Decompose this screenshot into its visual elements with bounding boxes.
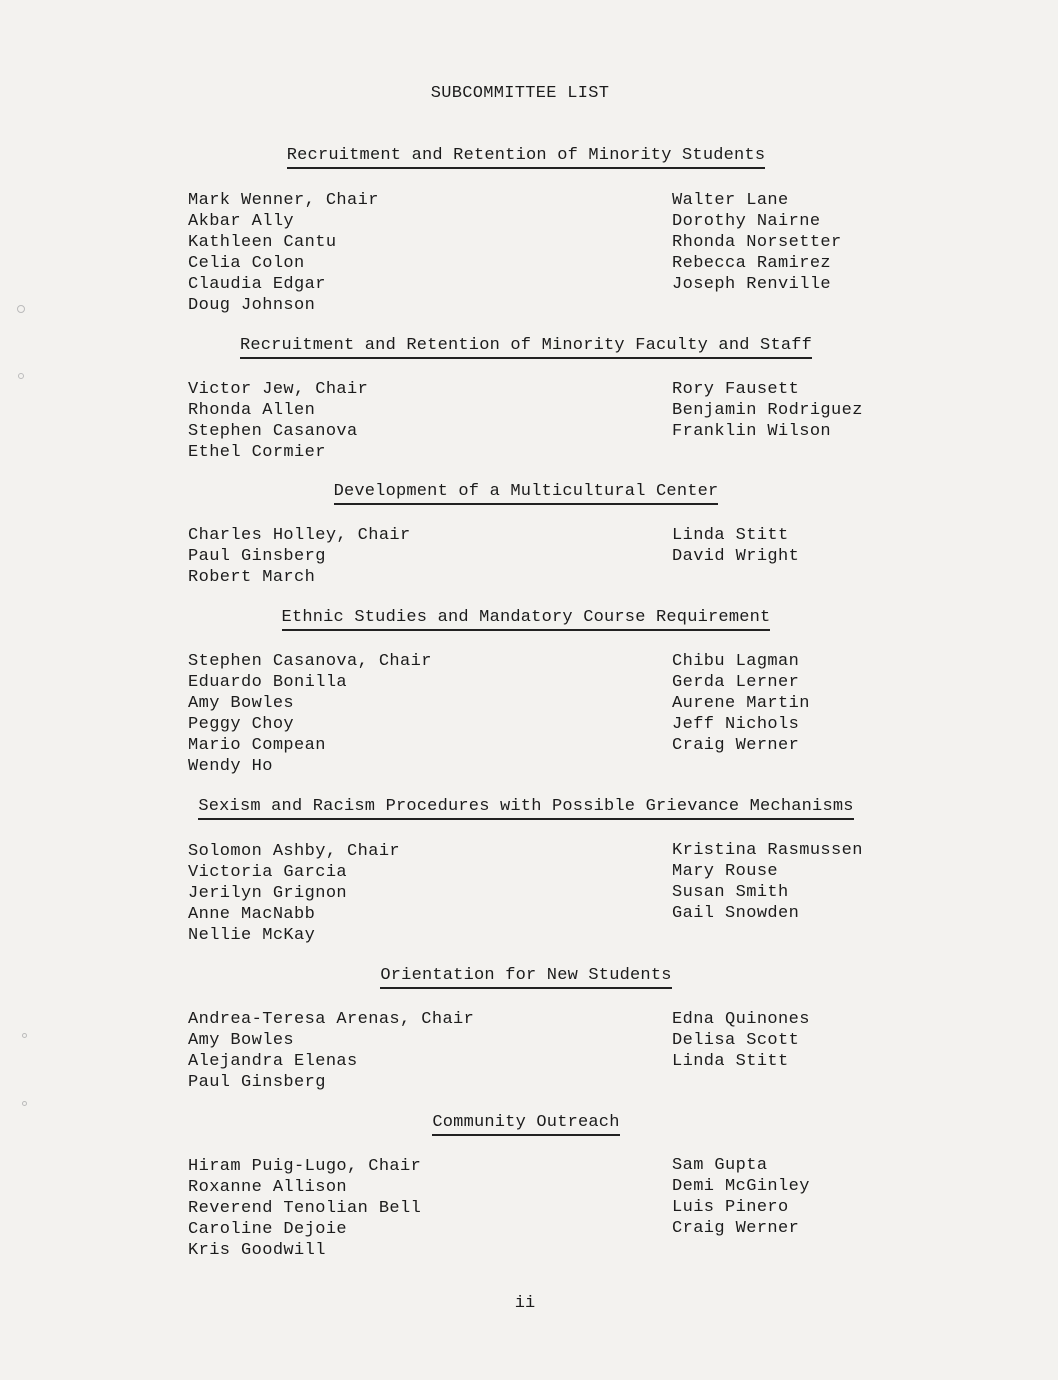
member: Franklin Wilson bbox=[672, 422, 832, 441]
member: Caroline Dejoie bbox=[188, 1220, 348, 1239]
punch-hole-mark bbox=[17, 305, 25, 313]
member: Nellie McKay bbox=[188, 926, 316, 945]
member: Aurene Martin bbox=[672, 694, 810, 713]
member: Rory Fausett bbox=[672, 380, 800, 399]
member: Alejandra Elenas bbox=[188, 1052, 358, 1071]
member-chair: Solomon Ashby, Chair bbox=[188, 842, 401, 861]
member-list-right bbox=[672, 1009, 810, 1072]
member: Amy Bowles bbox=[188, 1031, 295, 1050]
member: Roxanne Allison bbox=[188, 1178, 348, 1197]
member: Benjamin Rodriguez bbox=[672, 401, 863, 420]
member: Edna Quinones bbox=[672, 1010, 810, 1029]
member: Demi McGinley bbox=[672, 1177, 810, 1196]
member: Ethel Cormier bbox=[188, 443, 326, 462]
member-list-right bbox=[672, 840, 863, 924]
member: Jeff Nichols bbox=[672, 715, 800, 734]
member: Gerda Lerner bbox=[672, 673, 800, 692]
member: Doug Johnson bbox=[188, 296, 316, 315]
member: Victoria Garcia bbox=[188, 863, 348, 882]
section-heading: Recruitment and Retention of Minority Students bbox=[0, 146, 1052, 169]
page-title: SUBCOMMITTEE LIST bbox=[430, 84, 610, 103]
member: Anne MacNabb bbox=[188, 905, 316, 924]
member: Paul Ginsberg bbox=[188, 547, 326, 566]
member: Kristina Rasmussen bbox=[672, 841, 863, 860]
member-chair: Stephen Casanova, Chair bbox=[188, 652, 432, 671]
member: Walter Lane bbox=[672, 191, 789, 210]
member: Craig Werner bbox=[672, 736, 800, 755]
member: Kathleen Cantu bbox=[188, 233, 337, 252]
member-list-left bbox=[188, 841, 400, 946]
member: Celia Colon bbox=[188, 254, 305, 273]
section-heading: Community Outreach bbox=[0, 1113, 1052, 1136]
member-list-right bbox=[672, 651, 810, 756]
member-list-left bbox=[188, 525, 411, 588]
page-number: ii bbox=[514, 1294, 536, 1313]
member-list-right bbox=[672, 1155, 810, 1239]
member: Chibu Lagman bbox=[672, 652, 800, 671]
member: Paul Ginsberg bbox=[188, 1073, 326, 1092]
member: Wendy Ho bbox=[188, 757, 273, 776]
member: Sam Gupta bbox=[672, 1156, 768, 1175]
member: Linda Stitt bbox=[672, 1052, 789, 1071]
section-heading: Development of a Multicultural Center bbox=[0, 482, 1052, 505]
member: Akbar Ally bbox=[188, 212, 295, 231]
member-list-left bbox=[188, 190, 379, 316]
member: Linda Stitt bbox=[672, 526, 789, 545]
section-heading: Ethnic Studies and Mandatory Course Requirement bbox=[0, 608, 1052, 631]
member: Claudia Edgar bbox=[188, 275, 326, 294]
member: Rhonda Allen bbox=[188, 401, 316, 420]
member: Joseph Renville bbox=[672, 275, 832, 294]
punch-hole-mark bbox=[18, 373, 24, 379]
member: Delisa Scott bbox=[672, 1031, 800, 1050]
member: Reverend Tenolian Bell bbox=[188, 1199, 422, 1218]
member: Kris Goodwill bbox=[188, 1241, 326, 1260]
member: Stephen Casanova bbox=[188, 422, 358, 441]
member: Mario Compean bbox=[188, 736, 326, 755]
member-list-right bbox=[672, 525, 799, 567]
section-heading: Orientation for New Students bbox=[0, 966, 1052, 989]
member-list-left bbox=[188, 1156, 421, 1261]
member-list-left bbox=[188, 651, 432, 777]
member: Mary Rouse bbox=[672, 862, 779, 881]
member-list-left bbox=[188, 379, 368, 463]
member: Amy Bowles bbox=[188, 694, 295, 713]
member-chair: Mark Wenner, Chair bbox=[188, 191, 379, 210]
member: Peggy Choy bbox=[188, 715, 295, 734]
member: Dorothy Nairne bbox=[672, 212, 821, 231]
member: Susan Smith bbox=[672, 883, 789, 902]
member-list-right bbox=[672, 190, 842, 295]
member-chair: Charles Holley, Chair bbox=[188, 526, 411, 545]
member: Craig Werner bbox=[672, 1219, 800, 1238]
member-chair: Hiram Puig-Lugo, Chair bbox=[188, 1157, 422, 1176]
member-list-left bbox=[188, 1009, 474, 1093]
member: Rhonda Norsetter bbox=[672, 233, 842, 252]
section-heading: Recruitment and Retention of Minority Faculty and Staff bbox=[0, 336, 1052, 359]
punch-hole-mark bbox=[22, 1033, 27, 1038]
member: Rebecca Ramirez bbox=[672, 254, 832, 273]
member: Luis Pinero bbox=[672, 1198, 789, 1217]
section-heading: Sexism and Racism Procedures with Possible Grievance Mechanisms bbox=[0, 797, 1052, 820]
member: David Wright bbox=[672, 547, 800, 566]
punch-hole-mark bbox=[22, 1101, 27, 1106]
member: Gail Snowden bbox=[672, 904, 800, 923]
member: Jerilyn Grignon bbox=[188, 884, 348, 903]
member: Eduardo Bonilla bbox=[188, 673, 348, 692]
member: Robert March bbox=[188, 568, 316, 587]
member-chair: Andrea-Teresa Arenas, Chair bbox=[188, 1010, 475, 1029]
member-list-right bbox=[672, 379, 863, 442]
member-chair: Victor Jew, Chair bbox=[188, 380, 369, 399]
